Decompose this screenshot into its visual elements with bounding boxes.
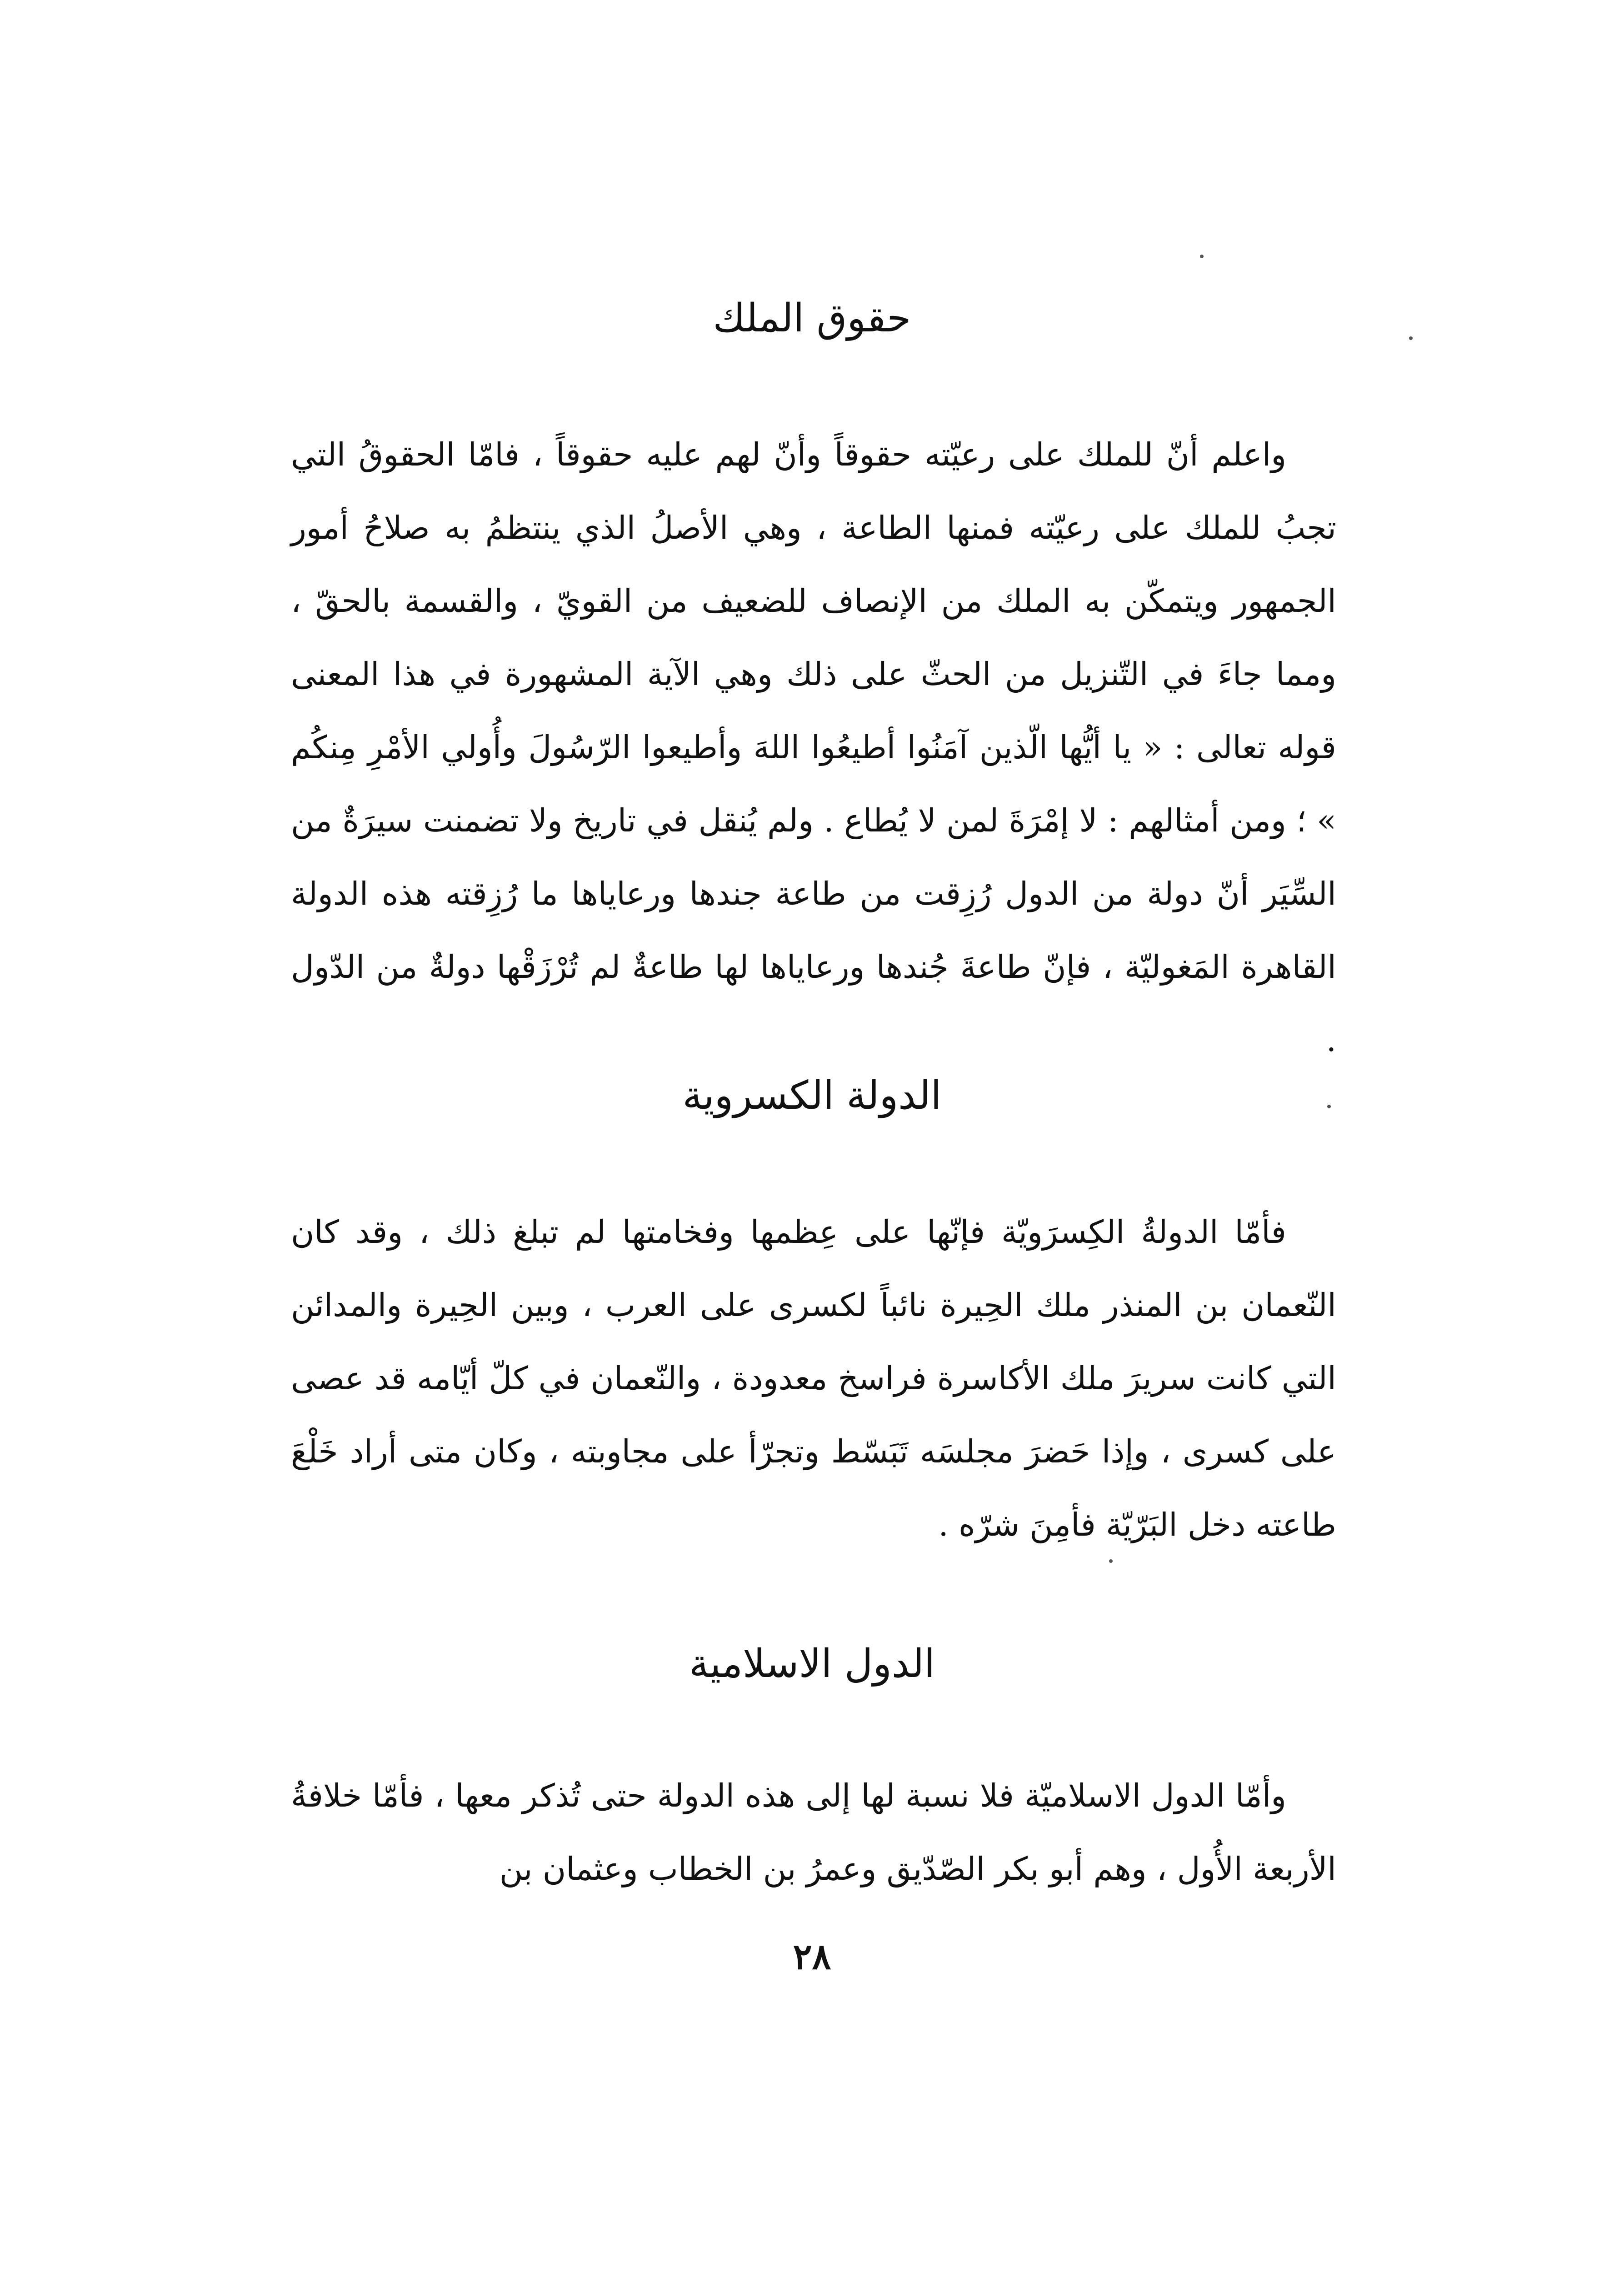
section-body-text: واعلم أنّ للملك على رعيّته حقوقاً وأنّ لهم عليه حقوقاً ، فامّا الحقوقُ التي تجبُ للملك على رعيّته فمنها الطاعة ، وهي الأصلُ الذي ينتظمُ به صلاحُ أمور الجمهور ويتمكّن به الملك من الإنصاف للضعيف من القويّ ، والقسمة بالحقّ ، ومما جاءَ في التّنزيل من الحثّ على ذلك وهي الآية المشهورة في هذا المعنى قوله تعالى : « يا أيُّها الّذين آمَنُوا أطيعُوا اللهَ وأطيعوا الرّسُولَ وأُولي الأمْرِ مِنكُم » ؛ ومن أمثالهم : لا إمْرَةَ لمن لا يُطاع . ولم يُنقل في تاريخ ولا تضمنت سيرَةٌ من السِّيَر أنّ دولة من الدول رُزِقت من طاعة جندها ورعاياها ما رُزِقته هذه الدولة القاهرة المَغوليّة ، فإنّ طاعةَ جُندها ورعاياها لها طاعةٌ لم تُرْزَقْها دولةٌ من الدّول .: [291, 436, 1337, 1059]
section-title-kisra-state: الدولة الكسروية: [682, 1073, 942, 1118]
scan-speck: [1409, 336, 1413, 340]
section-body-islamic-states: [291, 1759, 1336, 1906]
section-body-king-rights: [291, 418, 1336, 1077]
scan-speck: [1109, 1559, 1113, 1563]
section-title-islamic-states: الدول الاسلامية: [689, 1641, 935, 1687]
scan-speck: [1327, 1105, 1331, 1108]
section-body-text: وأمّا الدول الاسلاميّة فلا نسبة لها إلى هذه الدولة حتى تُذكر معها ، فأمّا خلافةُ الأربعة الأُول ، وهم أبو بكر الصّدّيق وعمرُ بن الخطاب وعثمان بن: [291, 1777, 1336, 1887]
section-body-kisra-state: [291, 1196, 1336, 1562]
section-title-king-rights: حقوق الملك: [713, 295, 911, 341]
scan-speck: [1200, 255, 1204, 258]
section-body-text: فأمّا الدولةُ الكِسرَويّة فإنّها على عِظمها وفخامتها لم تبلغ ذلك ، وقد كان النّعمان بن المنذر ملك الحِيرة نائباً لكسرى على العرب ، وبين الحِيرة والمدائن التي كانت سريرَ ملك الأكاسرة فراسخ معدودة ، والنّعمان في كلّ أيّامه قد عصى على كسرى ، وإذا حَضرَ مجلسَه تَبَسّط وتجرّأ على مجاوبته ، وكان متى أراد خَلْعَ طاعته دخل البَرّيّة فأمِنَ شرّه .: [291, 1213, 1336, 1543]
page-number: ٢٨: [793, 1936, 831, 1978]
